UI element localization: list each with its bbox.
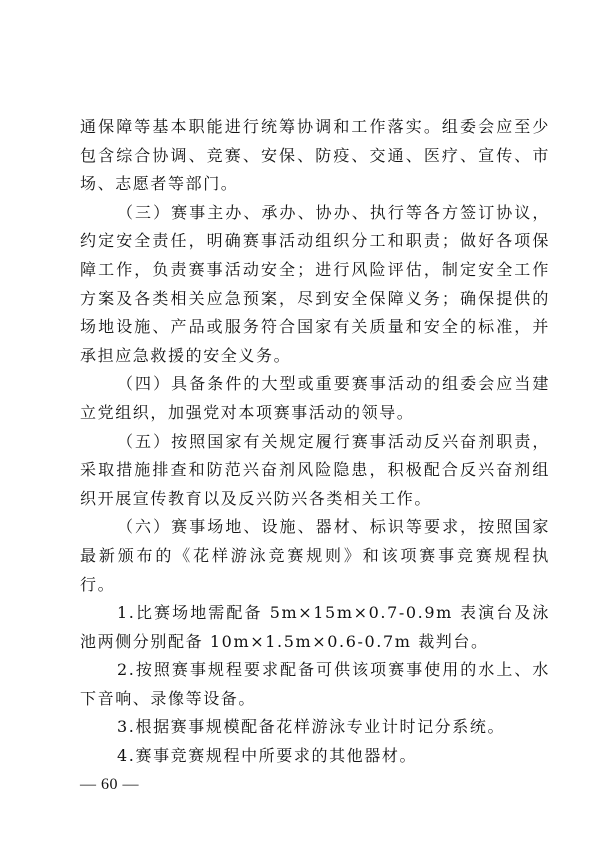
body-text (80, 113, 550, 771)
paragraph-item-4: （四）具备条件的大型或重要赛事活动的组委会应当建立党组织，加强党对本项赛事活动的领导。 (80, 374, 550, 422)
list-item-1: 1.比赛场地需配备 5m×15m×0.7-0.9m 表演台及泳池两侧分别配备 10m×1.5m×0.6-0.7m 裁判台。 (80, 603, 550, 651)
page-number: — 60 — (80, 776, 139, 793)
paragraph-item-5: （五）按照国家有关规定履行赛事活动反兴奋剂职责，采取措施排查和防范兴奋剂风险隐患，积极配合反兴奋剂组织开展宣传教育以及反兴防兴各类相关工作。 (80, 431, 550, 508)
list-item-4: 4.赛事竞赛规程中所要求的其他器材。 (117, 746, 418, 766)
list-item-3: 3.根据赛事规模配备花样游泳专业计时记分系统。 (117, 717, 506, 737)
paragraph-item-3: （三）赛事主办、承办、协办、执行等各方签订协议，约定安全责任，明确赛事活动组织分工和职责；做好各项保障工作，负责赛事活动安全；进行风险评估，制定安全工作方案及各类相关应急预案，尽到安全保障义务；确保提供的场地设施、产品或服务符合国家有关质量和安全的标准，并承担应急救援的安全义务。 (80, 202, 550, 365)
paragraph-continuation: 通保障等基本职能进行统筹协调和工作落实。组委会应至少包含综合协调、竞赛、安保、防疫、交通、医疗、宣传、市场、志愿者等部门。 (80, 117, 550, 194)
list-item-2: 2.按照赛事规程要求配备可供该项赛事使用的水上、水下音响、录像等设备。 (80, 660, 550, 708)
paragraph-item-6: （六）赛事场地、设施、器材、标识等要求，按照国家最新颁布的《花样游泳竞赛规则》和该项赛事竞赛规程执行。 (80, 517, 550, 594)
